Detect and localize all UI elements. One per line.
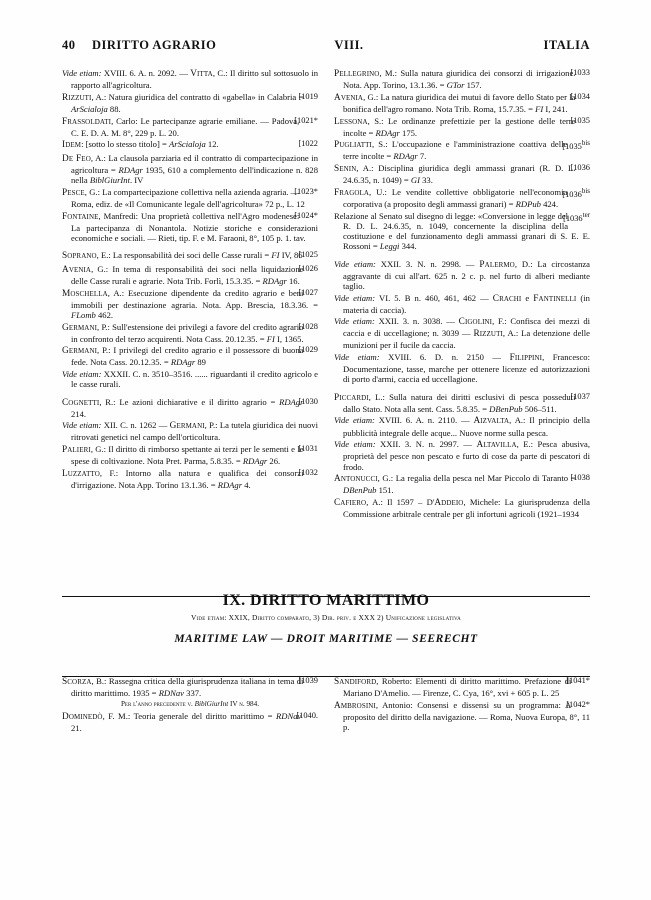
bibliography-entry: [1030 Cognetti, R.: Le azioni dichiarative e il diritto agrario = RDAgr 214.	[62, 396, 318, 419]
entry-number: [1035	[570, 115, 590, 125]
bibliography-entry: [1042* Ambrosini, Antonio: Consensi e dissensi su un programma: A proposito del diritto della navigazione. — Roma, Nuova Europa, 8°, 11 p.	[334, 699, 590, 733]
page-running-title: DIRITTO AGRARIO	[92, 38, 217, 52]
entry-number: [1033	[570, 68, 590, 77]
entry-number: [$1035^{bis}$	[562, 139, 590, 152]
bibliography-entry: Vide etiam: XVIII. 6. A. n. 2110. — Aizvalta, A.: Il principio della pubblicità integrale delle acque... Nuove norme sulla pesca.	[334, 415, 590, 438]
bibliography-entry: [1031 Palieri, G.: Il diritto di rimborso spettante ai terzi per le sementi e le spese di coltivazione. Nota Pret. Parma, 5.8.35. = RDAgr 26.	[62, 444, 318, 467]
section-right-column	[334, 676, 590, 735]
page-folio: 40	[62, 38, 76, 52]
entry-number: [1023*	[294, 186, 318, 196]
bibliography-entry: Vide etiam: XVIII. 6. A. n. 2092. — Vitta, C.: Il diritto sul sottosuolo in rapporto all'agricoltura.	[62, 68, 318, 91]
bibliography-columns	[62, 68, 590, 521]
section-heading-title: DIRITTO MARITTIMO	[249, 592, 430, 609]
left-column	[62, 68, 318, 521]
bibliography-entry: Vide etiam: XXII. 3. N. n. 2998. — Palermo, D.: La circostanza aggravante di cui all'art. 625 n. 2 c. p. nel furto di alberi mediante taglio.	[334, 258, 591, 291]
entry-number: [$1036^{ter}$	[563, 210, 590, 223]
page-header	[62, 38, 590, 53]
bibliography-entry: [1023* Pesce, G.: La compartecipazione collettiva nella azienda agraria. — Roma, ediz. de «Il Comunicante legale dell'agricoltura» 72 p., L. 12	[62, 186, 318, 209]
bibliography-entry: [1038 Antonucci, G.: La regalia della pesca nel Mar Piccolo di Taranto = DBenPub 151.	[334, 473, 590, 496]
entry-number: [1021*	[294, 115, 318, 125]
page-section-numeral: VIII.	[334, 38, 364, 52]
bibliography-entry: De Feo, A.: La clausola parziaria ed il contratto di compartecipazione in agricoltura = RDAgr 1935, 610 a complemento dell'indicazione n. 828 nella BiblGiurInt. IV	[62, 152, 318, 186]
bibliography-entry: [1040. Dominedò, F. M.: Teoria generale del diritto marittimo = RDNav 21.	[62, 711, 318, 734]
bibliography-entry: [1036 Senin, A.: Disciplina giuridica degli ammassi granari (R. D. L. 24.6.35, n. 1049) = GI 33.	[334, 163, 590, 186]
entry-note: Per l'anno precedente v. BiblGiurInt IV n. 984.	[120, 700, 260, 709]
bibliography-entry: [1028 Germani, P.: Sull'estensione dei privilegi a favore del credito agrario in confronto del terzo acquirenti. Nota Cass. 20.12.35. = FI I, 1365.	[62, 321, 318, 344]
entry-number: [1032	[298, 467, 318, 477]
bibliography-entry: [1032 Luzzatto, F.: Intorno alla natura e qualifica dei consorzi d'irrigazione. Nota App. Torino 13.1.36. = RDAgr 4.	[62, 467, 318, 490]
entry-number: [1042*	[566, 699, 590, 709]
section-cross-reference: Vide etiam: XXIX, Diritto comparato, 3) Dir. priv. e XXX 2) Unificazione legislativa	[191, 613, 461, 622]
entry-number: [1024*	[294, 210, 318, 220]
bibliography-entry: [1033 Pellegrino, M.: Sulla natura giuridica dei consorzi di irrigazione. Nota. App. Torino, 13.1.36. = GTor 157.	[334, 68, 590, 91]
entry-number: [1036	[570, 163, 590, 173]
bibliography-entry: [1021* Frassoldati, Carlo: Le partecipanze agrarie emiliane. — Padova, C. E. D. A. M. 8°, 229 p. L. 20.	[62, 115, 318, 138]
bibliography-entry: [1039 Scorza, B.: Rassegna critica della giurisprudenza italiana in tema di diritto marittimo. 1935 = RDNav 337.	[62, 676, 318, 699]
bibliography-entry: [1019 Rizzuti, A.: Natura giuridica del contratto di «gabella» in Calabria = ArScialoja 88.	[62, 91, 318, 114]
bibliography-entry: Vide etiam: XXXII. C. n. 3510–3516. ...... riguardanti il credito agricolo e le casse rurali.	[62, 369, 318, 390]
entry-number: [$1036^{bis}$	[562, 186, 590, 199]
entry-number: [1022	[298, 139, 318, 149]
bibliography-entry: Cafiero, A.: Il 1597 – D'Addeio, Michele: La giurisprudenza della Commissione arbitrale centrale per gli infortuni agricoli (1921–1934	[334, 497, 590, 520]
entry-number: [1039	[298, 676, 318, 685]
section-heading	[62, 592, 590, 645]
section-left-column	[62, 676, 318, 735]
bibliography-entry: [1041* Sandiford, Roberto: Elementi di diritto marittimo. Prefazione di Mariano D'Amelio. — Firenze, C. Cya, 16°, xvi + 605 p. L. 25	[334, 676, 590, 699]
section-languages: MARITIME LAW — DROIT MARITIME — SEERECHT	[174, 633, 478, 645]
entry-number: [1029	[298, 345, 318, 355]
entry-number: [1034	[570, 91, 590, 101]
entry-number: [1040.	[296, 711, 318, 721]
entry-number: [1031	[298, 444, 318, 454]
bibliography-entry: Vide etiam: XXII. 3. N. n. 2997. — Altavilla, E.: Pesca abusiva, proprietà del pesce non pescato e furto di cose da parte di pescatori di frodo.	[334, 439, 590, 472]
entry-number: [1027	[298, 287, 318, 297]
bibliography-entry: Vide etiam: XVIII. 6. D. n. 2150 — Filippini, Francesco: Documentazione, tasse, marche per ottenere licenze ed autorizzazioni di porto d'armi, caccia ed uccellagione.	[334, 352, 590, 385]
section-heading-number: IX.	[222, 592, 246, 609]
bibliography-entry: [$1035^{bis}$ Pugliatti, S.: L'occupazione e l'amministrazione coattiva delle terre incolte = RDAgr 7.	[334, 139, 590, 162]
bibliography-entry: Vide etiam: VI. 5. B n. 460, 461, 462 — Crachi e Fantinelli (in materia di caccia).	[334, 292, 590, 315]
entry-number: [1025	[298, 250, 318, 260]
bibliography-entry: [1027 Moschella, A.: Esecuzione dipendente da credito agrario e beni immobili per destinazione agraria. Nota. App. Brescia, 18.3.36. = FLomb 462.	[62, 287, 318, 320]
bibliography-entry: [$1036^{ter}$ Relazione al Senato sul disegno di legge: «Conversione in legge del R. D. L. 24.6.35, n. 1049, concernente la disciplina della costituzione e del funzionamento degli ammassi granari di S. E. E. Rossoni = Leggi 344.	[334, 210, 590, 252]
entry-number: [1028	[298, 321, 318, 331]
section-columns	[62, 676, 590, 735]
entry-number: [1026	[298, 263, 318, 273]
entry-number: [1037	[570, 391, 590, 401]
bibliography-entry: Vide etiam: XXII. 3. n. 3038. — Cigolini, F.: Confisca dei mezzi di caccia e di uccellagione; n. 3039 — Rizzuti, A.: La detenzione delle munizioni per il fucile da caccia.	[334, 316, 591, 351]
bibliography-entry: [1029 Germani, P.: I privilegi del credito agrario e il possessore di buona fede. Nota Cass. 20.12.35. = RDAgr 89	[62, 345, 318, 368]
entry-number: [1030	[298, 396, 318, 406]
bibliography-entry: [$1036^{bis}$ Fragola, U.: Le vendite collettive obbligatorie nell'economia corporativa (a proposito degli ammassi granari) = RDPub 424.	[334, 186, 590, 209]
right-column	[334, 68, 590, 521]
bibliography-entry: [1037 Piccardi, L.: Sulla natura dei diritti esclusivi di pesca posseduti dallo Stato. Nota alla sent. Cass. 5.8.35. = DBenPub 506–511.	[334, 391, 590, 414]
bibliography-entry: [1024* Fontaine, Manfredi: Una proprietà collettiva nell'Agro modenese: La partecipanza di Nonantola. Notizie storiche e considerazioni economiche e sociali. — Rieti, tip. F. e M. Faraoni, 8°, 105 p. 1. tav.	[62, 210, 318, 243]
bibliography-entry: Vide etiam: XII. C. n. 1262 — Germani, P.: La tutela giuridica dei nuovi ritrovati genetici nel campo dell'orticoltura.	[62, 420, 318, 443]
bibliography-entry: [1022 Idem: [sotto lo stesso titolo] = ArScialoja 12.	[62, 139, 318, 151]
bibliography-entry: [1026 Avenia, G.: In tema di responsabilità dei soci nella liquidazione delle Casse rurali e agrarie. Nota Trib. Forlì, 15.3.35. = RDAgr 16.	[62, 263, 318, 286]
entry-number: [1038	[570, 473, 590, 483]
section-heading-line	[62, 592, 590, 610]
bibliography-entry: [1035 Lessona, S.: Le ordinanze prefettizie per la gestione delle terre incolte = RDAgr 175.	[334, 115, 590, 138]
bibliography-entry: [1034 Avenia, G.: La natura giuridica dei mutui di favore dello Stato per la bonifica dell'agro romano. Nota Trib. Roma, 15.7.35. = FI I, 241.	[334, 91, 590, 114]
entry-number: [1019	[298, 91, 318, 101]
entry-number: [1041*	[566, 676, 590, 685]
page-country-label: ITALIA	[543, 38, 590, 52]
bibliography-entry: [1025 Soprano, E.: La responsabilità dei soci delle Casse rurali = FI IV, 86	[62, 250, 318, 262]
